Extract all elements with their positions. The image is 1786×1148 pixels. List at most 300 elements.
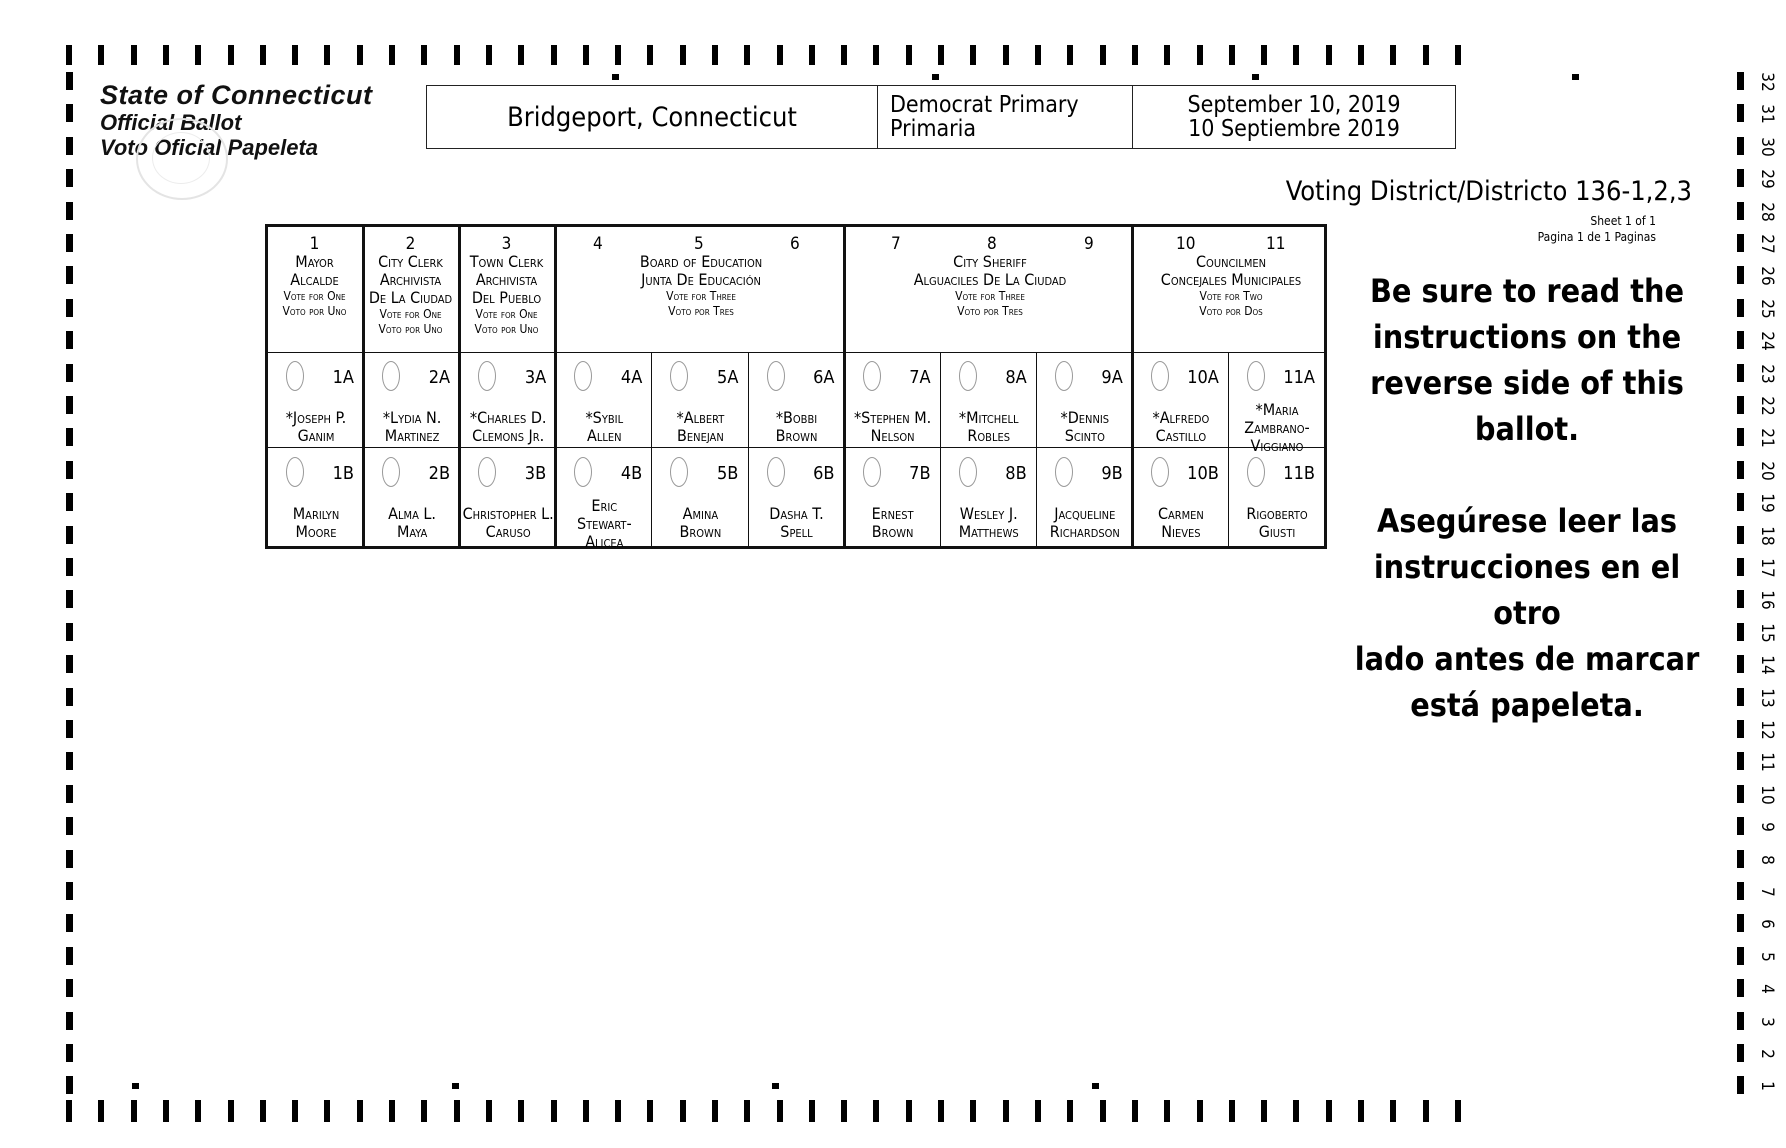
sheet-es: Pagina 1 de 1 Paginas — [1537, 230, 1656, 244]
timing-mark — [66, 137, 73, 155]
office-title: City Sheriff — [953, 252, 1027, 271]
timing-mark — [66, 526, 73, 544]
candidate-name-line: Moore — [295, 522, 337, 541]
candidate-name-line: Zambrano- — [1244, 418, 1310, 437]
timing-mark — [454, 45, 460, 65]
candidate-cell — [1133, 353, 1229, 449]
vote-for-es: Voto por Uno — [282, 304, 347, 318]
timing-mark — [389, 1100, 395, 1122]
office-town-clerk — [460, 235, 553, 337]
candidate-name — [652, 505, 748, 541]
timing-mark — [324, 1100, 330, 1122]
position-label: 3A — [524, 367, 547, 388]
position-label: 2A — [428, 367, 451, 388]
candidate-cell — [1037, 353, 1133, 449]
vote-oval[interactable] — [478, 361, 496, 391]
candidate-cell — [460, 449, 556, 545]
timing-mark — [66, 461, 73, 479]
timing-mark — [66, 1012, 73, 1030]
timing-mark — [1737, 202, 1744, 220]
office-numbers — [847, 235, 1133, 253]
candidate-cell — [1133, 449, 1229, 545]
position-label: 4A — [620, 367, 643, 388]
candidate-name-line: *Joseph P. — [285, 408, 347, 427]
timing-mark — [1390, 45, 1396, 65]
candidate-name — [1037, 409, 1133, 445]
timing-mark — [228, 1100, 234, 1122]
timing-mark — [195, 45, 201, 65]
vote-for-es: Voto por Uno — [474, 322, 539, 336]
candidate-name-line: Castillo — [1155, 426, 1207, 445]
timing-mark — [1132, 1100, 1138, 1122]
timing-mark — [1035, 45, 1041, 65]
vote-oval[interactable] — [286, 457, 304, 487]
timing-mark — [1390, 1100, 1396, 1122]
row-number: 13 — [1757, 687, 1777, 708]
timing-mark — [906, 45, 912, 65]
voto-oficial: Voto Oficial Papeleta — [100, 135, 319, 160]
candidate-cell — [941, 353, 1037, 449]
timing-mark — [66, 299, 73, 317]
row-number: 12 — [1757, 720, 1777, 740]
position-label: 9A — [1101, 367, 1123, 388]
timing-mark — [777, 1100, 783, 1122]
index-mark — [1092, 1083, 1099, 1089]
candidate-name-line: Viggiano — [1250, 436, 1304, 455]
candidate-cell — [845, 449, 941, 545]
timing-mark — [1003, 45, 1009, 65]
timing-mark — [1737, 882, 1744, 900]
candidate-name-line: Maya — [396, 522, 428, 541]
timing-mark — [66, 493, 73, 511]
office-title-es: Del Pueblo — [471, 288, 542, 307]
vote-for: Vote for One — [379, 307, 442, 321]
candidate-name-line: *Dennis — [1060, 408, 1110, 427]
candidate-name-line: *Stephen M. — [853, 408, 932, 427]
row-number: 10 — [1757, 785, 1777, 805]
timing-mark — [66, 1044, 73, 1062]
timing-mark — [357, 45, 363, 65]
timing-mark — [712, 1100, 718, 1122]
vote-oval[interactable] — [574, 361, 592, 391]
candidate-cell — [1229, 353, 1325, 455]
date-es: 10 Septiembre 2019 — [1188, 116, 1400, 142]
timing-mark — [1737, 428, 1744, 446]
timing-mark — [66, 752, 73, 770]
position-label: 6A — [813, 367, 835, 388]
timing-mark — [1455, 1100, 1461, 1122]
timing-mark — [841, 45, 847, 65]
row-number: 9 — [1757, 822, 1777, 833]
timing-mark — [66, 688, 73, 706]
vote-oval[interactable] — [382, 457, 400, 487]
timing-mark — [292, 1100, 298, 1122]
timing-mark — [1737, 1076, 1744, 1094]
office-title-es: Junta De Educación — [641, 270, 761, 289]
timing-mark — [1737, 299, 1744, 317]
timing-mark — [66, 979, 73, 997]
timing-mark — [1229, 1100, 1235, 1122]
timing-mark — [1737, 850, 1744, 868]
index-mark — [772, 1083, 779, 1089]
timing-mark — [615, 45, 621, 65]
timing-mark — [1293, 45, 1299, 65]
candidate-cell — [556, 353, 652, 449]
row-number: 19 — [1757, 493, 1777, 513]
candidate-cell — [941, 449, 1037, 545]
timing-mark — [1737, 558, 1744, 576]
timing-mark — [421, 45, 427, 65]
timing-mark — [1737, 169, 1744, 187]
timing-mark — [66, 817, 73, 835]
candidate-name-line: Brown — [679, 522, 722, 541]
timing-mark — [1737, 817, 1744, 835]
office-numbers — [558, 235, 844, 253]
office-title: City Clerk — [378, 252, 443, 271]
candidate-name-line: Martinez — [384, 426, 440, 445]
office-number: 4 — [593, 234, 603, 254]
timing-mark — [163, 1100, 169, 1122]
position-label: 11A — [1283, 367, 1315, 388]
timing-mark — [1737, 526, 1744, 544]
timing-mark — [66, 785, 73, 803]
office-number: 5 — [694, 234, 704, 254]
timing-mark — [583, 1100, 589, 1122]
position-label: 4B — [620, 463, 643, 484]
index-mark — [452, 1083, 459, 1089]
vote-for-es: Voto por Tres — [957, 304, 1023, 318]
timing-mark — [1737, 234, 1744, 252]
timing-mark — [1737, 590, 1744, 608]
candidate-name-line: Stewart- — [576, 514, 632, 533]
candidate-name-line: Brown — [775, 426, 818, 445]
candidate-name — [460, 409, 556, 445]
timing-mark — [873, 45, 879, 65]
timing-mark — [518, 1100, 524, 1122]
office-number: 6 — [790, 234, 800, 254]
office-title-es: Archivista — [379, 270, 442, 289]
candidate-name-line: *Charles D. — [469, 408, 547, 427]
candidate-name — [460, 505, 556, 541]
position-label: 11B — [1283, 463, 1315, 484]
vote-oval[interactable] — [478, 457, 496, 487]
candidate-cell — [652, 449, 748, 545]
candidate-cell — [749, 353, 845, 449]
candidate-name — [1037, 505, 1133, 541]
position-label: 10A — [1187, 367, 1219, 388]
office-number: 10 — [1176, 234, 1196, 254]
timing-mark — [131, 45, 137, 65]
candidate-cell — [268, 449, 364, 545]
vote-oval[interactable] — [1151, 457, 1169, 487]
candidate-name-line: Richardson — [1049, 522, 1120, 541]
timing-mark — [421, 1100, 427, 1122]
timing-mark — [1164, 45, 1170, 65]
timing-mark — [66, 1076, 73, 1094]
position-label: 3B — [524, 463, 547, 484]
candidate-name-line: Caruso — [485, 522, 531, 541]
candidate-name — [1229, 505, 1325, 541]
candidate-name-line: Alma L. — [388, 504, 436, 523]
candidate-name-line: Giusti — [1258, 522, 1296, 541]
row-number: 14 — [1757, 655, 1777, 675]
candidate-name-line: Allen — [587, 426, 622, 445]
state-seal-watermark — [136, 118, 228, 200]
candidate-name — [268, 505, 364, 541]
row-number: 8 — [1757, 854, 1777, 865]
office-number: 11 — [1266, 234, 1286, 254]
row-number: 18 — [1757, 525, 1777, 546]
election-es: Primaria — [890, 116, 977, 142]
timing-mark — [1197, 45, 1203, 65]
timing-mark — [1067, 45, 1073, 65]
timing-mark — [66, 623, 73, 641]
office-number: 9 — [1084, 234, 1094, 254]
timing-mark — [1737, 720, 1744, 738]
index-mark — [1572, 74, 1579, 80]
candidate-cell — [652, 353, 748, 449]
candidate-name — [941, 505, 1037, 541]
instr-es-line: está papeleta. — [1410, 686, 1644, 724]
vote-oval[interactable] — [959, 457, 977, 487]
timing-mark — [1737, 396, 1744, 414]
vote-oval[interactable] — [382, 361, 400, 391]
vote-oval[interactable] — [1055, 457, 1073, 487]
vote-oval[interactable] — [1247, 361, 1265, 391]
candidate-name — [556, 409, 652, 445]
timing-mark — [1132, 45, 1138, 65]
office-board-of-education — [558, 235, 844, 319]
candidate-name — [1229, 401, 1325, 455]
position-label: 7B — [909, 463, 931, 484]
timing-mark — [873, 1100, 879, 1122]
timing-mark — [970, 1100, 976, 1122]
vote-oval[interactable] — [767, 457, 785, 487]
candidate-name-line: Jacqueline — [1054, 504, 1116, 523]
candidate-name-line: Carmen — [1157, 504, 1204, 523]
row-number: 30 — [1757, 137, 1777, 157]
candidate-name-line: Marilyn — [292, 504, 340, 523]
timing-mark — [518, 45, 524, 65]
vote-oval[interactable] — [670, 457, 688, 487]
row-number: 23 — [1757, 363, 1777, 384]
row-number: 6 — [1757, 919, 1777, 930]
candidate-name-line: *Bobbi — [775, 408, 818, 427]
office-title-es: Alguaciles De La Ciudad — [913, 270, 1067, 289]
candidate-cell — [1037, 449, 1133, 545]
candidate-name — [652, 409, 748, 445]
timing-mark — [906, 1100, 912, 1122]
date-en: September 10, 2019 — [1187, 92, 1401, 118]
instr-es-line: lado antes de marcar — [1354, 640, 1700, 678]
index-mark — [1252, 74, 1259, 80]
vote-oval[interactable] — [959, 361, 977, 391]
vote-oval[interactable] — [863, 457, 881, 487]
index-mark — [132, 1083, 139, 1089]
instructions-spanish — [1352, 498, 1702, 728]
candidate-cell — [1229, 449, 1325, 545]
office-number: 1 — [309, 234, 320, 254]
election-en: Democrat Primary — [890, 92, 1079, 118]
town-name: Bridgeport, Connecticut — [507, 101, 797, 133]
town-cell — [427, 86, 878, 148]
timing-mark — [1737, 266, 1744, 284]
office-title-es: Concejales Municipales — [1160, 270, 1302, 289]
row-number: 17 — [1757, 558, 1777, 578]
timing-mark — [777, 45, 783, 65]
row-number: 3 — [1757, 1016, 1777, 1027]
candidate-name-line: Spell — [780, 522, 813, 541]
candidate-name-line: Brown — [871, 522, 914, 541]
timing-mark — [66, 331, 73, 349]
office-number: 3 — [501, 234, 512, 254]
candidate-cell — [556, 449, 652, 551]
candidate-name-line: Alicea — [585, 532, 624, 551]
timing-mark — [583, 45, 589, 65]
timing-mark — [66, 1100, 72, 1122]
timing-mark — [260, 1100, 266, 1122]
timing-mark — [680, 45, 686, 65]
row-number: 16 — [1757, 590, 1777, 611]
timing-mark — [1737, 137, 1744, 155]
candidate-cell — [364, 449, 460, 545]
position-label: 5B — [716, 463, 739, 484]
office-city-sheriff — [847, 235, 1133, 319]
position-label: 8A — [1005, 367, 1027, 388]
timing-mark — [1737, 623, 1744, 641]
timing-mark — [1737, 1012, 1744, 1030]
office-title-es: De La Ciudad — [368, 288, 453, 307]
candidate-name-line: *Sybil — [585, 408, 624, 427]
timing-mark — [228, 45, 234, 65]
candidate-name-line: *Lydia N. — [382, 408, 442, 427]
sheet-info — [1538, 213, 1656, 245]
candidate-name — [556, 497, 652, 551]
vote-oval[interactable] — [574, 457, 592, 487]
timing-mark — [1358, 1100, 1364, 1122]
candidate-name — [749, 505, 845, 541]
candidate-name-line: *Maria — [1255, 400, 1299, 419]
timing-mark — [66, 266, 73, 284]
timing-mark — [163, 45, 169, 65]
timing-mark — [1003, 1100, 1009, 1122]
timing-mark — [389, 45, 395, 65]
timing-mark — [1293, 1100, 1299, 1122]
row-number: 21 — [1757, 428, 1777, 449]
office-city-clerk — [364, 235, 457, 337]
timing-mark — [1067, 1100, 1073, 1122]
office-councilmen — [1136, 235, 1326, 319]
date-cell — [1133, 86, 1455, 148]
position-label: 8B — [1005, 463, 1027, 484]
candidate-name-line: *Alfredo — [1152, 408, 1210, 427]
candidate-name-line: Nelson — [870, 426, 915, 445]
instructions-english — [1352, 268, 1702, 452]
candidate-cell — [749, 449, 845, 545]
candidate-name-line: Clemons Jr. — [472, 426, 545, 445]
row-number: 29 — [1757, 169, 1777, 189]
row-number: 22 — [1757, 396, 1777, 416]
position-label: 6B — [813, 463, 835, 484]
row-number: 11 — [1757, 752, 1777, 773]
vote-oval[interactable] — [670, 361, 688, 391]
row-number: 20 — [1757, 461, 1777, 481]
timing-mark — [1455, 45, 1461, 65]
candidate-name — [941, 409, 1037, 445]
candidate-name — [364, 505, 460, 541]
timing-mark — [1737, 688, 1744, 706]
ballot-grid — [265, 224, 1327, 549]
vote-for-es: Voto por Dos — [1199, 304, 1263, 318]
vote-for-es: Voto por Tres — [668, 304, 734, 318]
row-number: 5 — [1757, 951, 1777, 962]
timing-mark — [1737, 72, 1744, 90]
candidate-cell — [460, 353, 556, 449]
timing-mark — [66, 364, 73, 382]
timing-mark — [260, 45, 266, 65]
timing-mark — [66, 202, 73, 220]
vote-for-es: Voto por Uno — [378, 322, 443, 336]
timing-mark — [1737, 752, 1744, 770]
vote-oval[interactable] — [767, 361, 785, 391]
office-title: Board of Education — [639, 252, 763, 271]
office-title: Town Clerk — [469, 252, 544, 271]
row-number: 31 — [1757, 104, 1777, 125]
candidate-name-line: *Mitchell — [958, 408, 1019, 427]
timing-mark — [1035, 1100, 1041, 1122]
timing-mark — [66, 558, 73, 576]
timing-mark — [66, 72, 73, 90]
candidate-name-line: Matthews — [958, 522, 1019, 541]
timing-mark — [744, 1100, 750, 1122]
candidate-cell — [364, 353, 460, 449]
timing-mark — [1737, 655, 1744, 673]
timing-mark — [1100, 1100, 1106, 1122]
instr-en-line: ballot. — [1474, 410, 1580, 448]
sheet-en: Sheet 1 of 1 — [1590, 214, 1656, 228]
vote-oval[interactable] — [1055, 361, 1073, 391]
vote-oval[interactable] — [286, 361, 304, 391]
instr-en-line: instructions on the — [1372, 318, 1682, 356]
timing-mark — [809, 1100, 815, 1122]
vote-oval[interactable] — [1151, 361, 1169, 391]
candidate-name-line: *Albert — [676, 408, 725, 427]
candidate-name-line: Ganim — [297, 426, 335, 445]
official-ballot: Official Ballot — [100, 110, 242, 135]
candidate-name — [364, 409, 460, 445]
timing-mark — [1164, 1100, 1170, 1122]
office-number: 2 — [405, 234, 416, 254]
position-label: 9B — [1101, 463, 1123, 484]
vote-oval[interactable] — [863, 361, 881, 391]
instr-en-line: Be sure to read the — [1369, 272, 1684, 310]
candidate-name-line: Nieves — [1161, 522, 1201, 541]
timing-mark — [1197, 1100, 1203, 1122]
timing-mark — [938, 1100, 944, 1122]
timing-mark — [615, 1100, 621, 1122]
office-number: 8 — [987, 234, 997, 254]
timing-mark — [1737, 979, 1744, 997]
timing-mark — [1261, 45, 1267, 65]
row-number: 24 — [1757, 331, 1777, 351]
timing-mark — [66, 104, 73, 122]
row-number: 32 — [1757, 72, 1777, 92]
position-label: 1B — [332, 463, 354, 484]
timing-mark — [1737, 785, 1744, 803]
timing-mark — [66, 45, 72, 65]
vote-oval[interactable] — [1247, 457, 1265, 487]
candidate-cell — [845, 353, 941, 449]
